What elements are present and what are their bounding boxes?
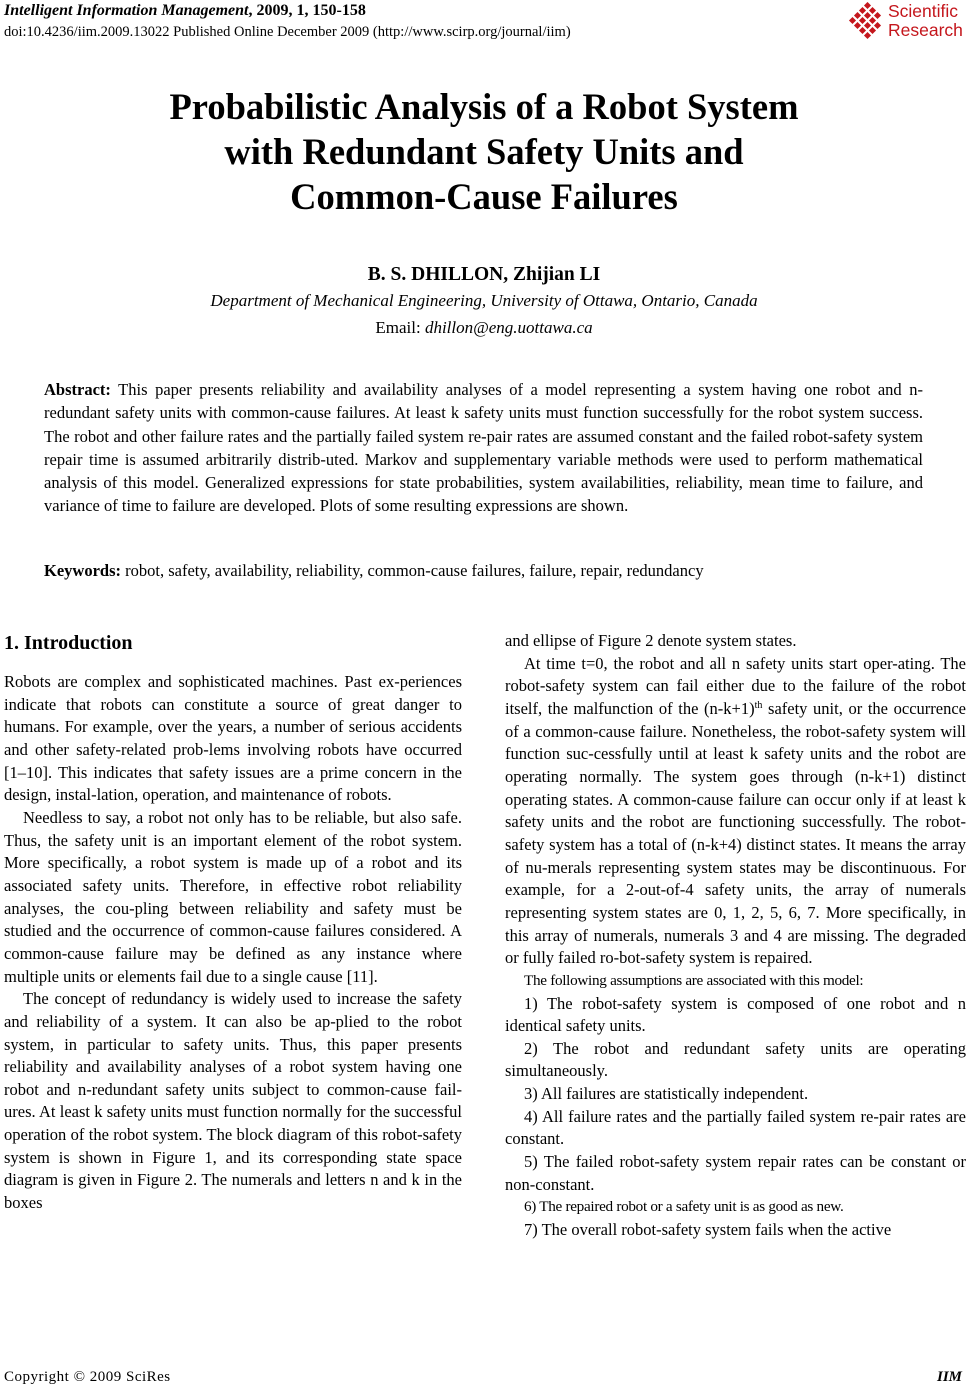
paragraph: and ellipse of Figure 2 denote system states. [505, 631, 797, 650]
title-line-1: Probabilistic Analysis of a Robot System [169, 86, 799, 127]
assumption-item: 2) The robot and redundant safety units are operating simultaneously. [505, 1038, 966, 1081]
keywords-label: Keywords: [44, 561, 121, 580]
journal-header [4, 2, 366, 20]
paragraph: Needless to say, a robot not only has to be reliable, but also safe. Thus, the safety unit is an important element of the robot system. More specifically, a robot system is made up of a robot and its associated safety units. Therefore, in effective robot reliability analyses, the cou-pling between reliability and safety must be studied and the occurrence of common-cause failures considered. A common-cause failure may be defined as any instance where multiple units or elements fail due to a single cause [11]. [4, 807, 462, 986]
email-address: dhillon@eng.uottawa.ca [424, 318, 593, 337]
assumption-item: 6) The repaired robot or a safety unit is as good as new. [524, 1198, 844, 1216]
keywords-text: robot, safety, availability, reliability, common-cause failures, failure, repair, redundancy [125, 561, 704, 580]
scientific-research-logo [848, 2, 966, 42]
logo-line-2: Research [888, 20, 963, 40]
journal-volume: , 2009, 1, 150-158 [248, 2, 366, 19]
footer-journal-abbr: IIM [936, 1369, 962, 1385]
footer-copyright: Copyright © 2009 SciRes [4, 1369, 171, 1385]
abstract [44, 378, 923, 518]
affiliation: Department of Mechanical Engineering, University of Ottawa, Ontario, Canada [210, 291, 758, 310]
logo-diamond-icon [848, 2, 886, 40]
doi-line: doi:10.4236/iim.2009.13022 Published Online December 2009 (http://www.scirp.org/journal/iim) [4, 24, 571, 40]
title-line-2: with Redundant Safety Units and [224, 131, 744, 172]
authors: B. S. DHILLON, Zhijian LI [367, 264, 601, 285]
logo-text [888, 2, 963, 40]
superscript: th [754, 699, 763, 711]
journal-name: Intelligent Information Management [4, 2, 249, 19]
paragraph: The concept of redundancy is widely used to increase the safety and reliability of a system. It can also be ap-plied to the robot system, in particular to safety units. Thus, this paper presents reliability and availability analyses of a robot system having one robot and n-redundant safety units subject to common-cause fail-ures. At least k safety units must function normally for the successful operation of the robot system. The block diagram of this robot-safety system is shown in Figure 1, and its corresponding state space diagram is given in Figure 2. The numerals and letters n and k in the boxes [4, 989, 462, 1213]
paragraph-text: safety unit, or the occurrence of a common-cause failure. Nonetheless, the robot-safety system will function suc-cessfully until at least k safety units and the robot are operating normally. The system goes through (n-k+1) distinct operating states. A common-cause failure can occur only if at least k safety units and the robot are functioning successfully. The robot-safety system has a total of (n-k+4) distinct states. It means the array of nu-merals representing system states may be discontinuous. For example, for a 2-out-of-4 safety units, the array of numerals representing system states are 0, 1, 2, 5, 6, 7. More specifically, in this array of numerals, numerals 3 and 4 are missing. The degraded or fully failed ro-bot-safety system is repaired. [505, 698, 966, 968]
assumption-item: 1) The robot-safety system is composed of one robot and n identical safety units. [505, 993, 966, 1036]
abstract-text: This paper presents reliability and availability analyses of a model representing a system having one robot and n-redundant safety units with common-cause failures. At least k safety units must function successfully for the robot system success. The robot and other failure rates and the partially failed system re-pair rates are assumed constant and the failed robot-safety system repair time is assumed arbitrarily distrib-uted. Markov and supplementary variable methods were used to perform mathematical analysis of this model. Generalized expressions for state probabilities, system availabilities, reliability, mean time to failure, and variance of time to failure are developed. Plots of some resulting expressions are shown. [44, 380, 923, 516]
title-line-3: Common-Cause Failures [290, 176, 678, 217]
assumption-item: 4) All failure rates and the partially failed system re-pair rates are constant. [505, 1106, 966, 1149]
paragraph: Robots are complex and sophisticated machines. Past ex-periences indicate that robots can constitute a source of great danger to humans. For example, over the years, a number of serious accidents and other safety-related prob-lems involving robots have occurred [1–10]. This indicates that safety issues are a prime concern in the design, instal-lation, operation, and maintenance of robots. [4, 672, 462, 805]
assumption-item: 5) The failed robot-safety system repair rates can be constant or non-constant. [505, 1152, 966, 1194]
email-line [0, 318, 968, 338]
paragraph-text: At time t=0, the robot and all n safety units start oper-ating. The robot-safety system can fail either due to the failure of the robot itself, the malfunction of the (n-k+1) [505, 653, 966, 718]
assumption-item: 7) The overall robot-safety system fails when the active [524, 1220, 892, 1240]
left-column [4, 630, 462, 1215]
right-column [505, 630, 966, 1242]
logo-line-1: Scientific [888, 1, 959, 21]
email-label: Email [375, 318, 416, 337]
paper-title [0, 84, 968, 219]
assumption-item: 3) All failures are statistically independent. [524, 1084, 809, 1104]
keywords [44, 561, 923, 581]
abstract-label: Abstract: [44, 380, 111, 399]
email-separator: : [415, 318, 425, 337]
section-heading: 1. Introduction [4, 632, 133, 654]
paragraph [505, 653, 966, 970]
paragraph: The following assumptions are associated with this model: [524, 971, 864, 989]
